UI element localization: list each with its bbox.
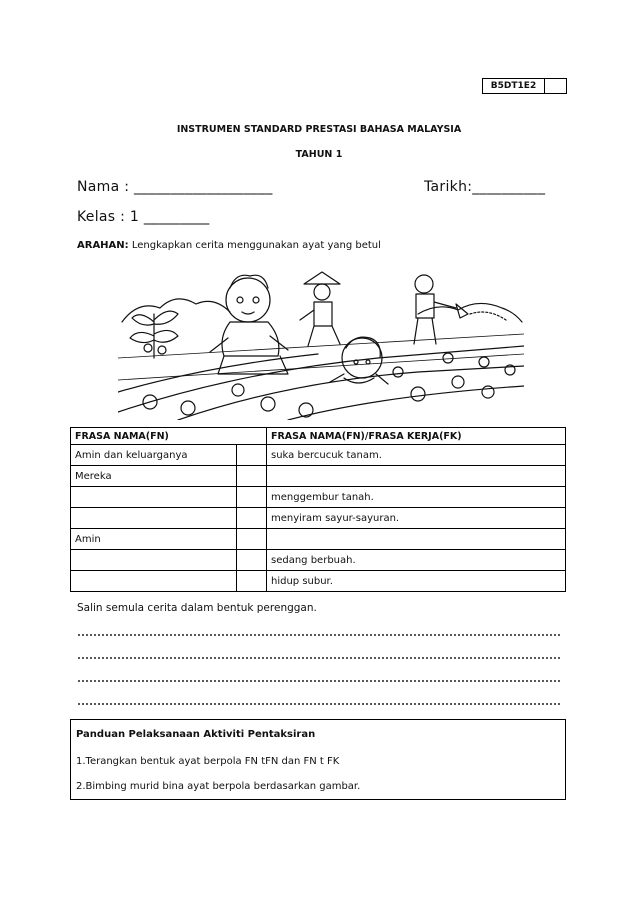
table-cell: Amin xyxy=(71,529,237,550)
guidance-item-2: 2.Bimbing murid bina ayat berpola berdasarkan gambar. xyxy=(76,781,361,792)
table-row xyxy=(71,445,566,466)
table-cell[interactable] xyxy=(237,571,267,592)
class-field[interactable]: Kelas : 1 _________ xyxy=(77,209,210,225)
gardening-illustration xyxy=(118,262,524,420)
table-row xyxy=(71,529,566,550)
table-cell[interactable] xyxy=(267,529,566,550)
table-cell: hidup subur. xyxy=(267,571,566,592)
table-cell[interactable] xyxy=(237,508,267,529)
code-blank-cell xyxy=(545,79,566,93)
page-title: INSTRUMEN STANDARD PRESTASI BAHASA MALAYSIA xyxy=(176,124,462,135)
table-row xyxy=(71,487,566,508)
copy-instruction: Salin semula cerita dalam bentuk perenggan. xyxy=(77,602,317,614)
phrase-table xyxy=(70,427,566,592)
table-cell: menggembur tanah. xyxy=(267,487,566,508)
table-cell[interactable] xyxy=(71,487,237,508)
table-row xyxy=(71,571,566,592)
worksheet-code: B5DT1E2 xyxy=(483,79,545,93)
year-label: TAHUN 1 xyxy=(295,149,343,160)
name-field[interactable]: Nama : ___________________ xyxy=(77,179,273,195)
header-frasa-nama-kerja: FRASA NAMA(FN)/FRASA KERJA(FK) xyxy=(267,428,566,445)
table-cell[interactable] xyxy=(237,550,267,571)
table-cell[interactable] xyxy=(237,445,267,466)
table-cell: Amin dan keluarganya xyxy=(71,445,237,466)
guidance-heading: Panduan Pelaksanaan Aktiviti Pentaksiran xyxy=(76,729,316,740)
table-cell: suka bercucuk tanam. xyxy=(267,445,566,466)
table-cell[interactable] xyxy=(71,508,237,529)
table-cell[interactable] xyxy=(71,571,237,592)
table-cell[interactable] xyxy=(71,550,237,571)
table-cell: sedang berbuah. xyxy=(267,550,566,571)
writing-line[interactable] xyxy=(77,703,561,705)
writing-line[interactable] xyxy=(77,657,561,659)
table-row xyxy=(71,550,566,571)
table-cell[interactable] xyxy=(237,466,267,487)
instruction-text: Lengkapkan cerita menggunakan ayat yang betul xyxy=(128,240,381,251)
header-frasa-nama: FRASA NAMA(FN) xyxy=(71,428,267,445)
table-row xyxy=(71,508,566,529)
worksheet-code-box xyxy=(482,78,567,94)
table-cell: menyiram sayur-sayuran. xyxy=(267,508,566,529)
guidance-box xyxy=(70,719,566,800)
writing-line[interactable] xyxy=(77,680,561,682)
instruction xyxy=(77,240,381,251)
writing-line[interactable] xyxy=(77,634,561,636)
instruction-label: ARAHAN: xyxy=(77,240,129,251)
table-header-row xyxy=(71,428,566,445)
table-row xyxy=(71,466,566,487)
table-cell[interactable] xyxy=(237,529,267,550)
table-cell[interactable] xyxy=(267,466,566,487)
table-cell[interactable] xyxy=(237,487,267,508)
guidance-item-1: 1.Terangkan bentuk ayat berpola FN tFN dan FN t FK xyxy=(76,756,340,767)
date-field[interactable]: Tarikh:__________ xyxy=(424,179,546,195)
table-cell: Mereka xyxy=(71,466,237,487)
